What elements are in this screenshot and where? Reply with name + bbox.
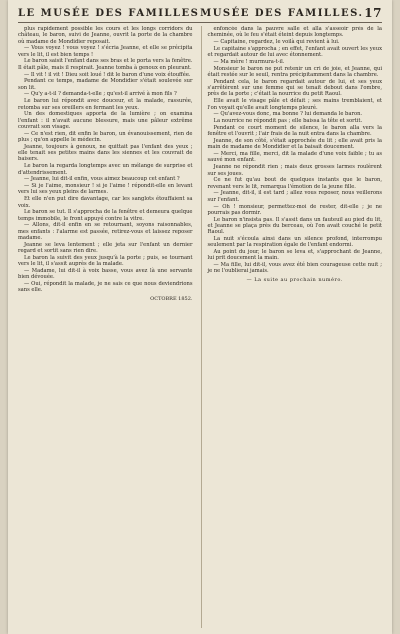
running-title-left: LE MUSÉE DES FAMILLES xyxy=(18,7,200,19)
left-column-paragraph: Et elle n'en put dire davantage, car les sanglots étouffaient sa voix. xyxy=(18,196,193,209)
signature-line: — La suite au prochain numéro. xyxy=(246,276,343,283)
right-column-paragraph: Pendant cela, le baron regardait autour de lui, et ses yeux s'arrêtèrent sur une femme qui se tenait debout dans l'ombre, près de la porte ; c'était la nourrice du petit Raoul. xyxy=(207,78,382,98)
running-title-center: MUSÉE DES FAMILLES. xyxy=(200,7,364,19)
left-column-paragraph: Le baron lui répondit avec douceur, et la malade, rassurée, retomba sur ses oreillers en fermant les yeux. xyxy=(18,98,193,111)
left-column-paragraph: Le baron la regarda longtemps avec un mélange de surprise et d'attendrissement. xyxy=(18,163,193,176)
left-column xyxy=(18,26,193,628)
left-column-paragraph: — Qu'y a-t-il ? demanda-t-elle ; qu'est-il arrivé à mon fils ? xyxy=(24,91,177,98)
right-column-paragraph: Le capitaine s'approcha ; en effet, l'enfant avait ouvert les yeux et regardait autour de lui avec étonnement. xyxy=(207,45,382,59)
left-column-paragraph: — Vous voyez ! vous voyez ! s'écria Jeanne, et elle se précipita vers le lit, il est bien temps ! xyxy=(18,45,193,58)
right-column-paragraph: Elle avait le visage pâle et défait ; ses mains tremblaient, et l'on voyait qu'elle avait longtemps pleuré. xyxy=(207,98,382,111)
left-column-paragraph: — Il vit ! il vit ! Dieu soit loué ! dit le baron d'une voix étouffée. xyxy=(24,71,191,78)
right-column-paragraph: — Ma mère ! murmura-t-il. xyxy=(213,58,285,65)
right-column-paragraph: Le baron n'insista pas. Il s'assit dans un fauteuil au pied du lit, et Jeanne se plaça près du berceau, où l'on avait couché le petit Raoul. xyxy=(207,216,382,236)
left-column-paragraph: — Oui, répondit la malade, je ne sais ce que nous deviendrions sans elle. xyxy=(18,281,193,294)
left-column-paragraph: Jeanne se leva lentement ; elle jeta sur l'enfant un dernier regard et sortit sans rien dire. xyxy=(18,241,193,255)
page-header xyxy=(18,4,382,23)
right-column-paragraph: — Ma fille, lui dit-il, vous avez été bien courageuse cette nuit ; je ne l'oublierai jamais. xyxy=(207,262,382,275)
left-column-paragraph: — Madame, lui dit-il à voix basse, vous avez là une servante bien dévouée. xyxy=(18,267,193,281)
right-column-paragraph: enfoncée dans la pauvre salle et alla s'asseoir près de la cheminée, où le feu s'était éteint depuis longtemps. xyxy=(207,26,382,39)
right-column-paragraph: — Capitaine, regardez, le voilà qui revient à lui. xyxy=(213,39,340,46)
right-column xyxy=(201,26,383,628)
right-column-paragraph: Jeanne, de son côté, s'était approchée du lit ; elle avait pris la main de madame de Mondidier et la baisait doucement. xyxy=(207,138,382,151)
left-column-paragraph: Pendant ce temps, madame de Mondidier s'était soulevée sur son lit. xyxy=(18,78,193,91)
left-column-paragraph: — Si je l'aime, monsieur ! si je l'aime ! répondit-elle en levant vers lui ses yeux pleins de larmes. xyxy=(18,183,193,196)
left-column-paragraph: Un des domestiques apporta de la lumière ; on examina l'enfant : il n'avait aucune blessure, mais une pâleur extrême couvrait son visage. xyxy=(18,111,193,130)
right-column-paragraph: — Jeanne, dit-il, il est tard ; allez vous reposer, nous veillerons sur l'enfant. xyxy=(207,190,382,203)
right-column-paragraph: — Merci, ma fille, merci, dit la malade d'une voix faible ; tu as sauvé mon enfant. xyxy=(207,151,382,164)
right-column-paragraph: Ce ne fut qu'au bout de quelques instants que le baron, revenant vers le lit, remarqua l'émotion de la jeune fille. xyxy=(207,177,382,190)
left-column-paragraph: — Jeanne, lui dit-il enfin, vous aimez beaucoup cet enfant ? xyxy=(24,176,180,183)
left-column-paragraph: Le baron la suivit des yeux jusqu'à la porte ; puis, se tournant vers le lit, il s'assit auprès de la malade. xyxy=(18,254,193,268)
left-column-paragraph: — Allons, dit-il enfin en se retournant, soyons raisonnables, mes enfants : l'alarme est passée, retirez-vous et laissez reposer madame. xyxy=(18,222,193,241)
magazine-page xyxy=(8,0,392,634)
left-column-paragraph: Le baron saisit l'enfant dans ses bras et le porta vers la fenêtre. Il était pâle, mais il respirait. Jeanne tomba à genoux en pleurant. xyxy=(18,58,193,71)
right-column-paragraph: — Oh ! monsieur, permettez-moi de rester, dit-elle ; je ne pourrais pas dormir. xyxy=(207,203,382,216)
left-column-paragraph: Le baron se tut. Il s'approcha de la fenêtre et demeura quelque temps immobile, le front appuyé contre la vitre. xyxy=(18,209,193,222)
right-column-paragraph: Au point du jour, le baron se leva et, s'approchant de Jeanne, lui prit doucement la main. xyxy=(207,249,382,262)
right-column-paragraph: Pendant ce court moment de silence, le baron alla vers la fenêtre et l'ouvrit ; l'air frais de la nuit entra dans la chambre. xyxy=(207,124,382,138)
left-column-paragraph: plus rapidement possible les cours et les longs corridors du château, le baron, suivi de Jeanne, ouvrit la porte de la chambre où madame de Mondidier reposait. xyxy=(18,26,193,45)
right-column-paragraph: Monsieur le baron ne put retenir un cri de joie, et Jeanne, qui était restée sur le seuil, rentra précipitamment dans la chambre. xyxy=(207,65,382,79)
right-column-paragraph: Jeanne ne répondit rien ; mais deux grosses larmes roulèrent sur ses joues. xyxy=(207,164,382,177)
left-column-paragraph: Jeanne, toujours à genoux, ne quittait pas l'enfant des yeux ; elle tenait ses petites mains dans les siennes et les couvrait de baisers. xyxy=(18,143,193,163)
right-column-paragraph: La nuit s'écoula ainsi dans un silence profond, interrompu seulement par la respiration égale de l'enfant endormi. xyxy=(207,236,382,249)
page-number: 17 xyxy=(364,6,382,20)
left-column-paragraph: — Ce n'est rien, dit enfin le baron, un évanouissement, rien de plus ; qu'on appelle le médecin. xyxy=(18,130,193,144)
right-column-paragraph: La nourrice ne répondit pas ; elle baissa la tête et sortit. xyxy=(213,118,363,125)
dateline: OCTOBRE 1852. xyxy=(150,295,193,302)
right-column-paragraph: — Qu'avez-vous donc, ma bonne ? lui demanda le baron. xyxy=(213,111,363,118)
text-columns xyxy=(18,26,382,628)
